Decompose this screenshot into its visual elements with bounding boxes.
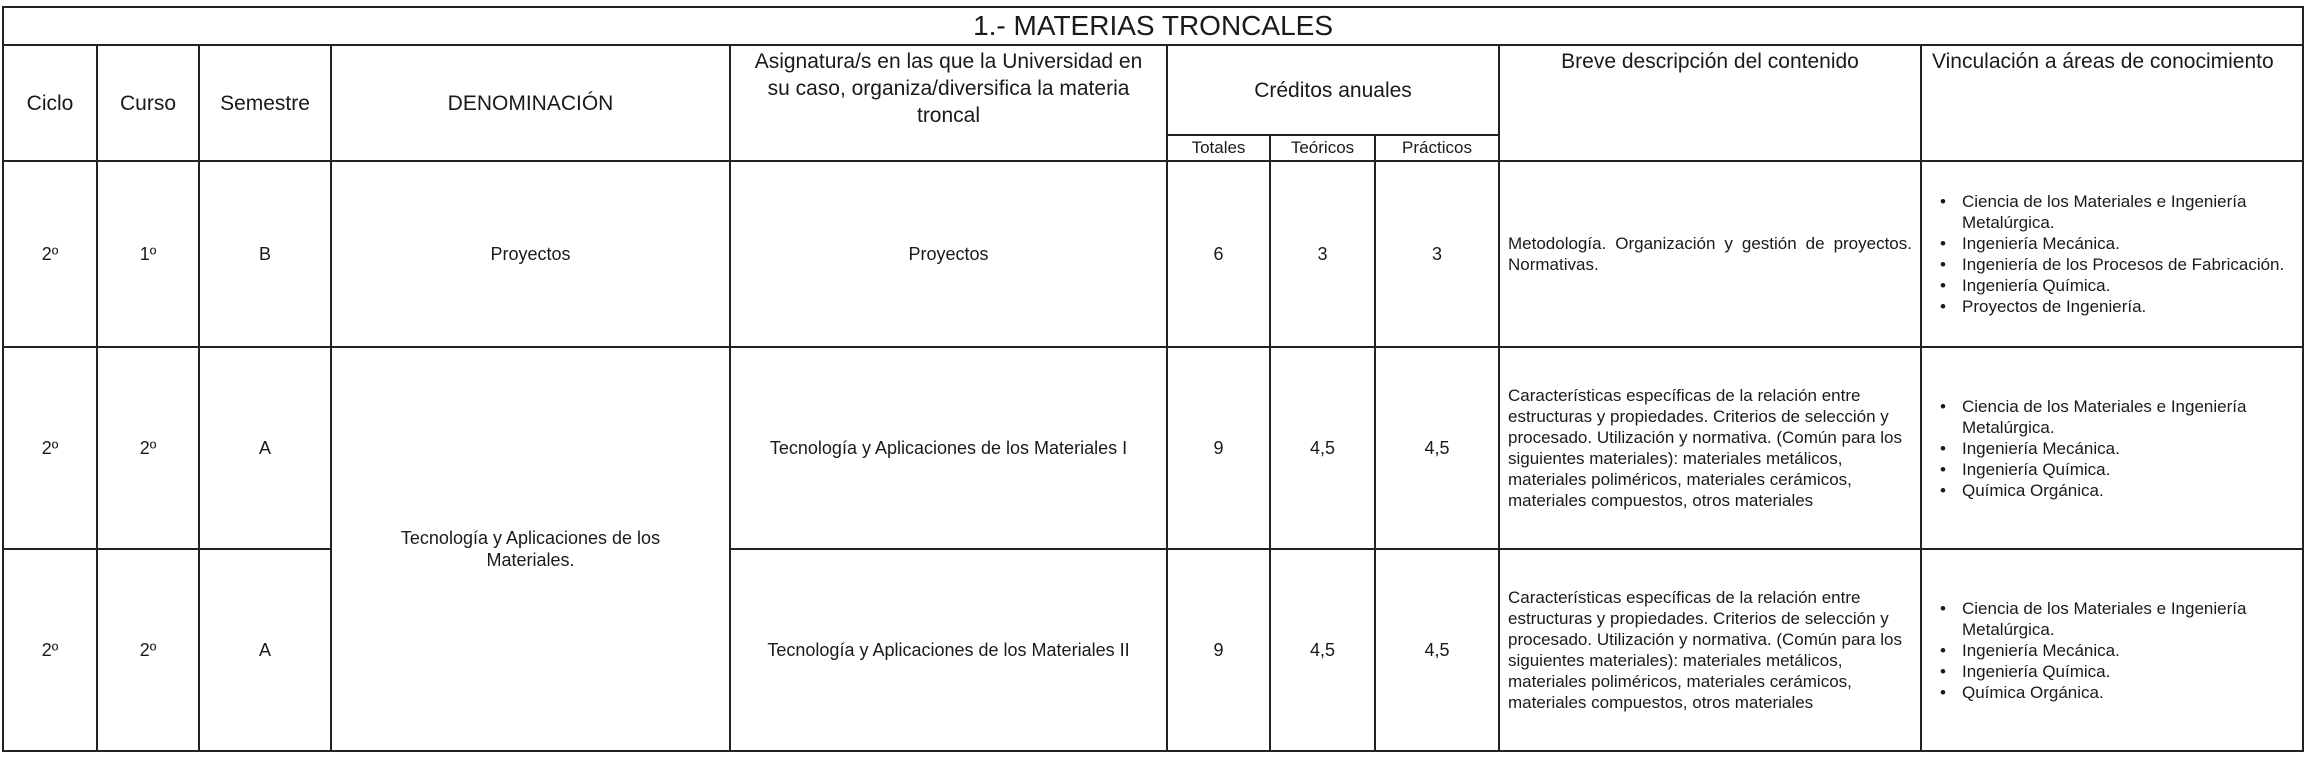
header-row — [3, 45, 2303, 135]
vinculacion-list — [1928, 598, 2296, 703]
list-item: • Química Orgánica. — [1962, 480, 2296, 501]
cell-asignatura: Proyectos — [730, 161, 1167, 347]
header-teoricos: Teóricos — [1270, 135, 1375, 161]
header-ciclo: Ciclo — [3, 45, 97, 161]
header-descripcion: Breve descripción del contenido — [1499, 45, 1921, 161]
header-curso: Curso — [97, 45, 199, 161]
list-item: • Ingeniería Mecánica. — [1962, 438, 2296, 459]
cell-teoricos: 4,5 — [1270, 347, 1375, 549]
list-item: • Ingeniería Química. — [1962, 275, 2296, 296]
header-semestre: Semestre — [199, 45, 331, 161]
cell-teoricos: 4,5 — [1270, 549, 1375, 751]
troncales-sheet — [2, 6, 2302, 752]
cell-practicos: 3 — [1375, 161, 1499, 347]
cell-vinculacion — [1921, 549, 2303, 751]
cell-curso: 1º — [97, 161, 199, 347]
cell-denominacion: Tecnología y Aplicaciones de los Materiales. — [331, 347, 730, 751]
vinculacion-list — [1928, 191, 2296, 317]
list-item: • Ciencia de los Materiales e Ingeniería Metalúrgica. — [1962, 191, 2296, 233]
cell-ciclo: 2º — [3, 161, 97, 347]
cell-descripcion: Características específicas de la relación entre estructuras y propiedades. Criterios de selección y procesado. Utilización y normativa. (Común para los siguientes materiales): materiales metálicos, materiales poliméricos, materiales cerámicos, materiales compuestos, otros materiales — [1499, 549, 1921, 751]
header-asignaturas: Asignatura/s en las que la Universidad en su caso, organiza/diversifica la materia troncal — [730, 45, 1167, 161]
header-denominacion: DENOMINACIÓN — [331, 45, 730, 161]
troncales-table — [2, 6, 2304, 752]
cell-totales: 9 — [1167, 549, 1270, 751]
cell-teoricos: 3 — [1270, 161, 1375, 347]
list-item: • Ciencia de los Materiales e Ingeniería Metalúrgica. — [1962, 598, 2296, 640]
list-item: • Ingeniería Química. — [1962, 661, 2296, 682]
title-row — [3, 7, 2303, 45]
header-practicos: Prácticos — [1375, 135, 1499, 161]
cell-asignatura: Tecnología y Aplicaciones de los Materiales I — [730, 347, 1167, 549]
cell-descripcion: Características específicas de la relación entre estructuras y propiedades. Criterios de selección y procesado. Utilización y normativa. (Común para los siguientes materiales): materiales metálicos, materiales poliméricos, materiales cerámicos, materiales compuestos, otros materiales — [1499, 347, 1921, 549]
cell-totales: 9 — [1167, 347, 1270, 549]
cell-asignatura: Tecnología y Aplicaciones de los Materiales II — [730, 549, 1167, 751]
header-vinculacion: Vinculación a áreas de conocimiento — [1921, 45, 2303, 161]
table-row — [3, 347, 2303, 549]
cell-vinculacion — [1921, 347, 2303, 549]
cell-totales: 6 — [1167, 161, 1270, 347]
list-item: • Química Orgánica. — [1962, 682, 2296, 703]
list-item: • Ingeniería de los Procesos de Fabricación. — [1962, 254, 2296, 275]
list-item: • Ciencia de los Materiales e Ingeniería Metalúrgica. — [1962, 396, 2296, 438]
table-title: 1.- MATERIAS TRONCALES — [3, 7, 2303, 45]
header-totales: Totales — [1167, 135, 1270, 161]
cell-semestre: B — [199, 161, 331, 347]
cell-semestre: A — [199, 549, 331, 751]
cell-semestre: A — [199, 347, 331, 549]
cell-curso: 2º — [97, 549, 199, 751]
vinculacion-list — [1928, 396, 2296, 501]
list-item: • Ingeniería Mecánica. — [1962, 233, 2296, 254]
cell-practicos: 4,5 — [1375, 549, 1499, 751]
list-item: • Ingeniería Química. — [1962, 459, 2296, 480]
cell-denominacion: Proyectos — [331, 161, 730, 347]
cell-vinculacion — [1921, 161, 2303, 347]
list-item: • Proyectos de Ingeniería. — [1962, 296, 2296, 317]
cell-descripcion: Metodología. Organización y gestión de proyectos. Normativas. — [1499, 161, 1921, 347]
list-item: • Ingeniería Mecánica. — [1962, 640, 2296, 661]
cell-ciclo: 2º — [3, 549, 97, 751]
header-creditos: Créditos anuales — [1167, 45, 1499, 135]
cell-ciclo: 2º — [3, 347, 97, 549]
cell-practicos: 4,5 — [1375, 347, 1499, 549]
cell-curso: 2º — [97, 347, 199, 549]
table-row — [3, 161, 2303, 347]
